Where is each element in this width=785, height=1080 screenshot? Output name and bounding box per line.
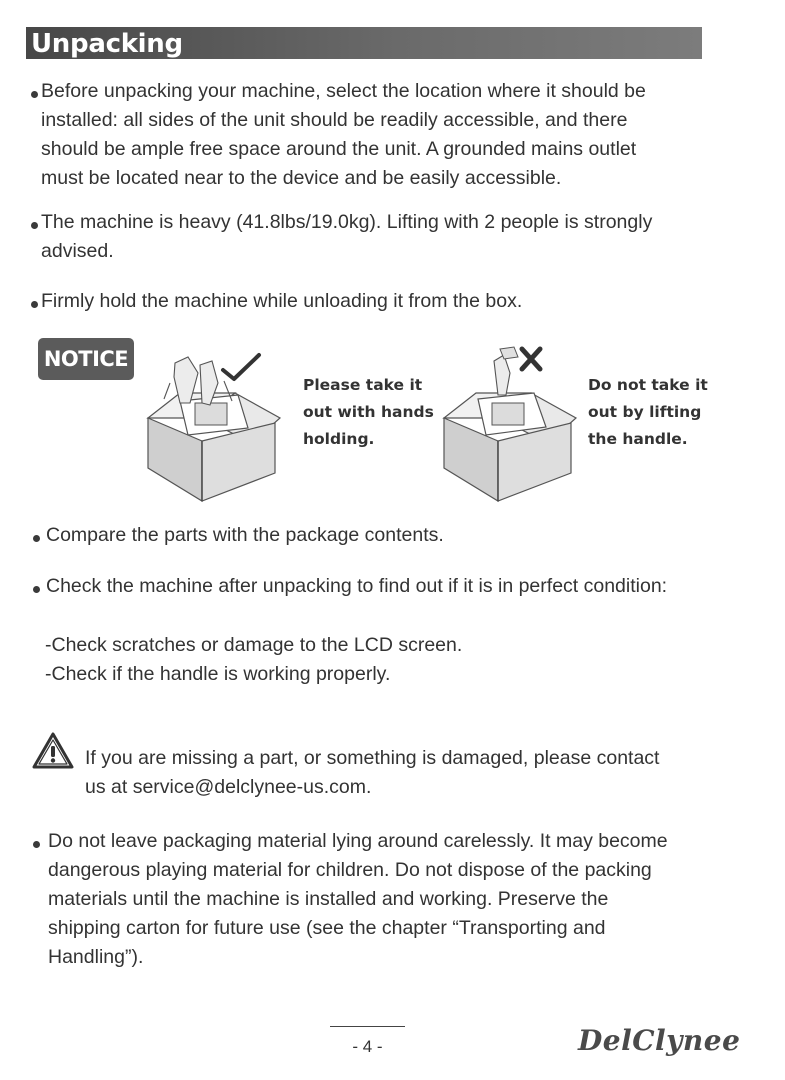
caption-correct xyxy=(303,372,434,453)
caption-line: Please take it xyxy=(303,376,423,394)
bullet-dot xyxy=(31,301,38,308)
notice-badge: NOTICE xyxy=(38,338,134,380)
text-line: Firmly hold the machine while unloading it from the box. xyxy=(41,290,523,312)
caption-line: holding. xyxy=(303,430,375,448)
caption-wrong xyxy=(588,372,708,453)
bullet-dot xyxy=(31,222,38,229)
bullet-machine-weight xyxy=(41,208,652,266)
bullet-check-machine xyxy=(46,572,667,601)
text-line: must be located near to the device and be easily accessible. xyxy=(41,167,562,189)
caption-line: out by lifting xyxy=(588,403,702,421)
warning-triangle-icon xyxy=(31,731,75,771)
text-line: us at service@delclynee-us.com. xyxy=(85,776,372,798)
page-number: - 4 - xyxy=(352,1037,383,1056)
text-line: installed: all sides of the unit should be readily accessible, and there xyxy=(41,109,628,131)
text-line: should be ample free space around the unit. A grounded mains outlet xyxy=(41,138,637,160)
bullet-dot xyxy=(31,91,38,98)
text-line: materials until the machine is installed and working. Preserve the xyxy=(48,888,609,910)
bullet-dot xyxy=(33,535,40,542)
brand-logo: DelClynee xyxy=(578,1024,741,1057)
text-line: shipping carton for future use (see the chapter “Transporting and xyxy=(48,917,606,939)
caption-line: the handle. xyxy=(588,430,688,448)
check-item-handle: -Check if the handle is working properly. xyxy=(45,663,391,685)
footer-rule xyxy=(330,1026,405,1027)
bullet-compare-parts xyxy=(46,521,444,550)
text-line: If you are missing a part, or something is damaged, please contact xyxy=(85,747,660,769)
caption-line: Do not take it xyxy=(588,376,708,394)
bullet-dot xyxy=(33,586,40,593)
bullet-packaging-material xyxy=(48,827,668,972)
box-unpacking-correct-illustration xyxy=(140,343,290,505)
box-unpacking-wrong-illustration xyxy=(436,343,586,505)
text-line: Compare the parts with the package contents. xyxy=(46,524,444,546)
text-line: Before unpacking your machine, select the location where it should be xyxy=(41,80,646,102)
check-item-lcd: -Check scratches or damage to the LCD screen. xyxy=(45,634,463,656)
bullet-dot xyxy=(33,841,40,848)
bullet-hold-machine xyxy=(41,287,522,316)
section-title: Unpacking xyxy=(31,29,183,59)
text-line: Handling”). xyxy=(48,946,144,968)
text-line: Check the machine after unpacking to find out if it is in perfect condition: xyxy=(46,575,668,597)
warning-text xyxy=(85,744,659,802)
caption-line: out with hands xyxy=(303,403,434,421)
bullet-unpacking-location xyxy=(41,77,646,193)
checkmark-icon xyxy=(220,352,262,384)
section-header xyxy=(26,27,702,59)
text-line: advised. xyxy=(41,240,114,262)
text-line: The machine is heavy (41.8lbs/19.0kg). Lifting with 2 people is strongly xyxy=(41,211,653,233)
text-line: dangerous playing material for children. Do not dispose of the packing xyxy=(48,859,652,881)
text-line: Do not leave packaging material lying around carelessly. It may become xyxy=(48,830,668,852)
cross-mark-icon xyxy=(518,346,544,372)
